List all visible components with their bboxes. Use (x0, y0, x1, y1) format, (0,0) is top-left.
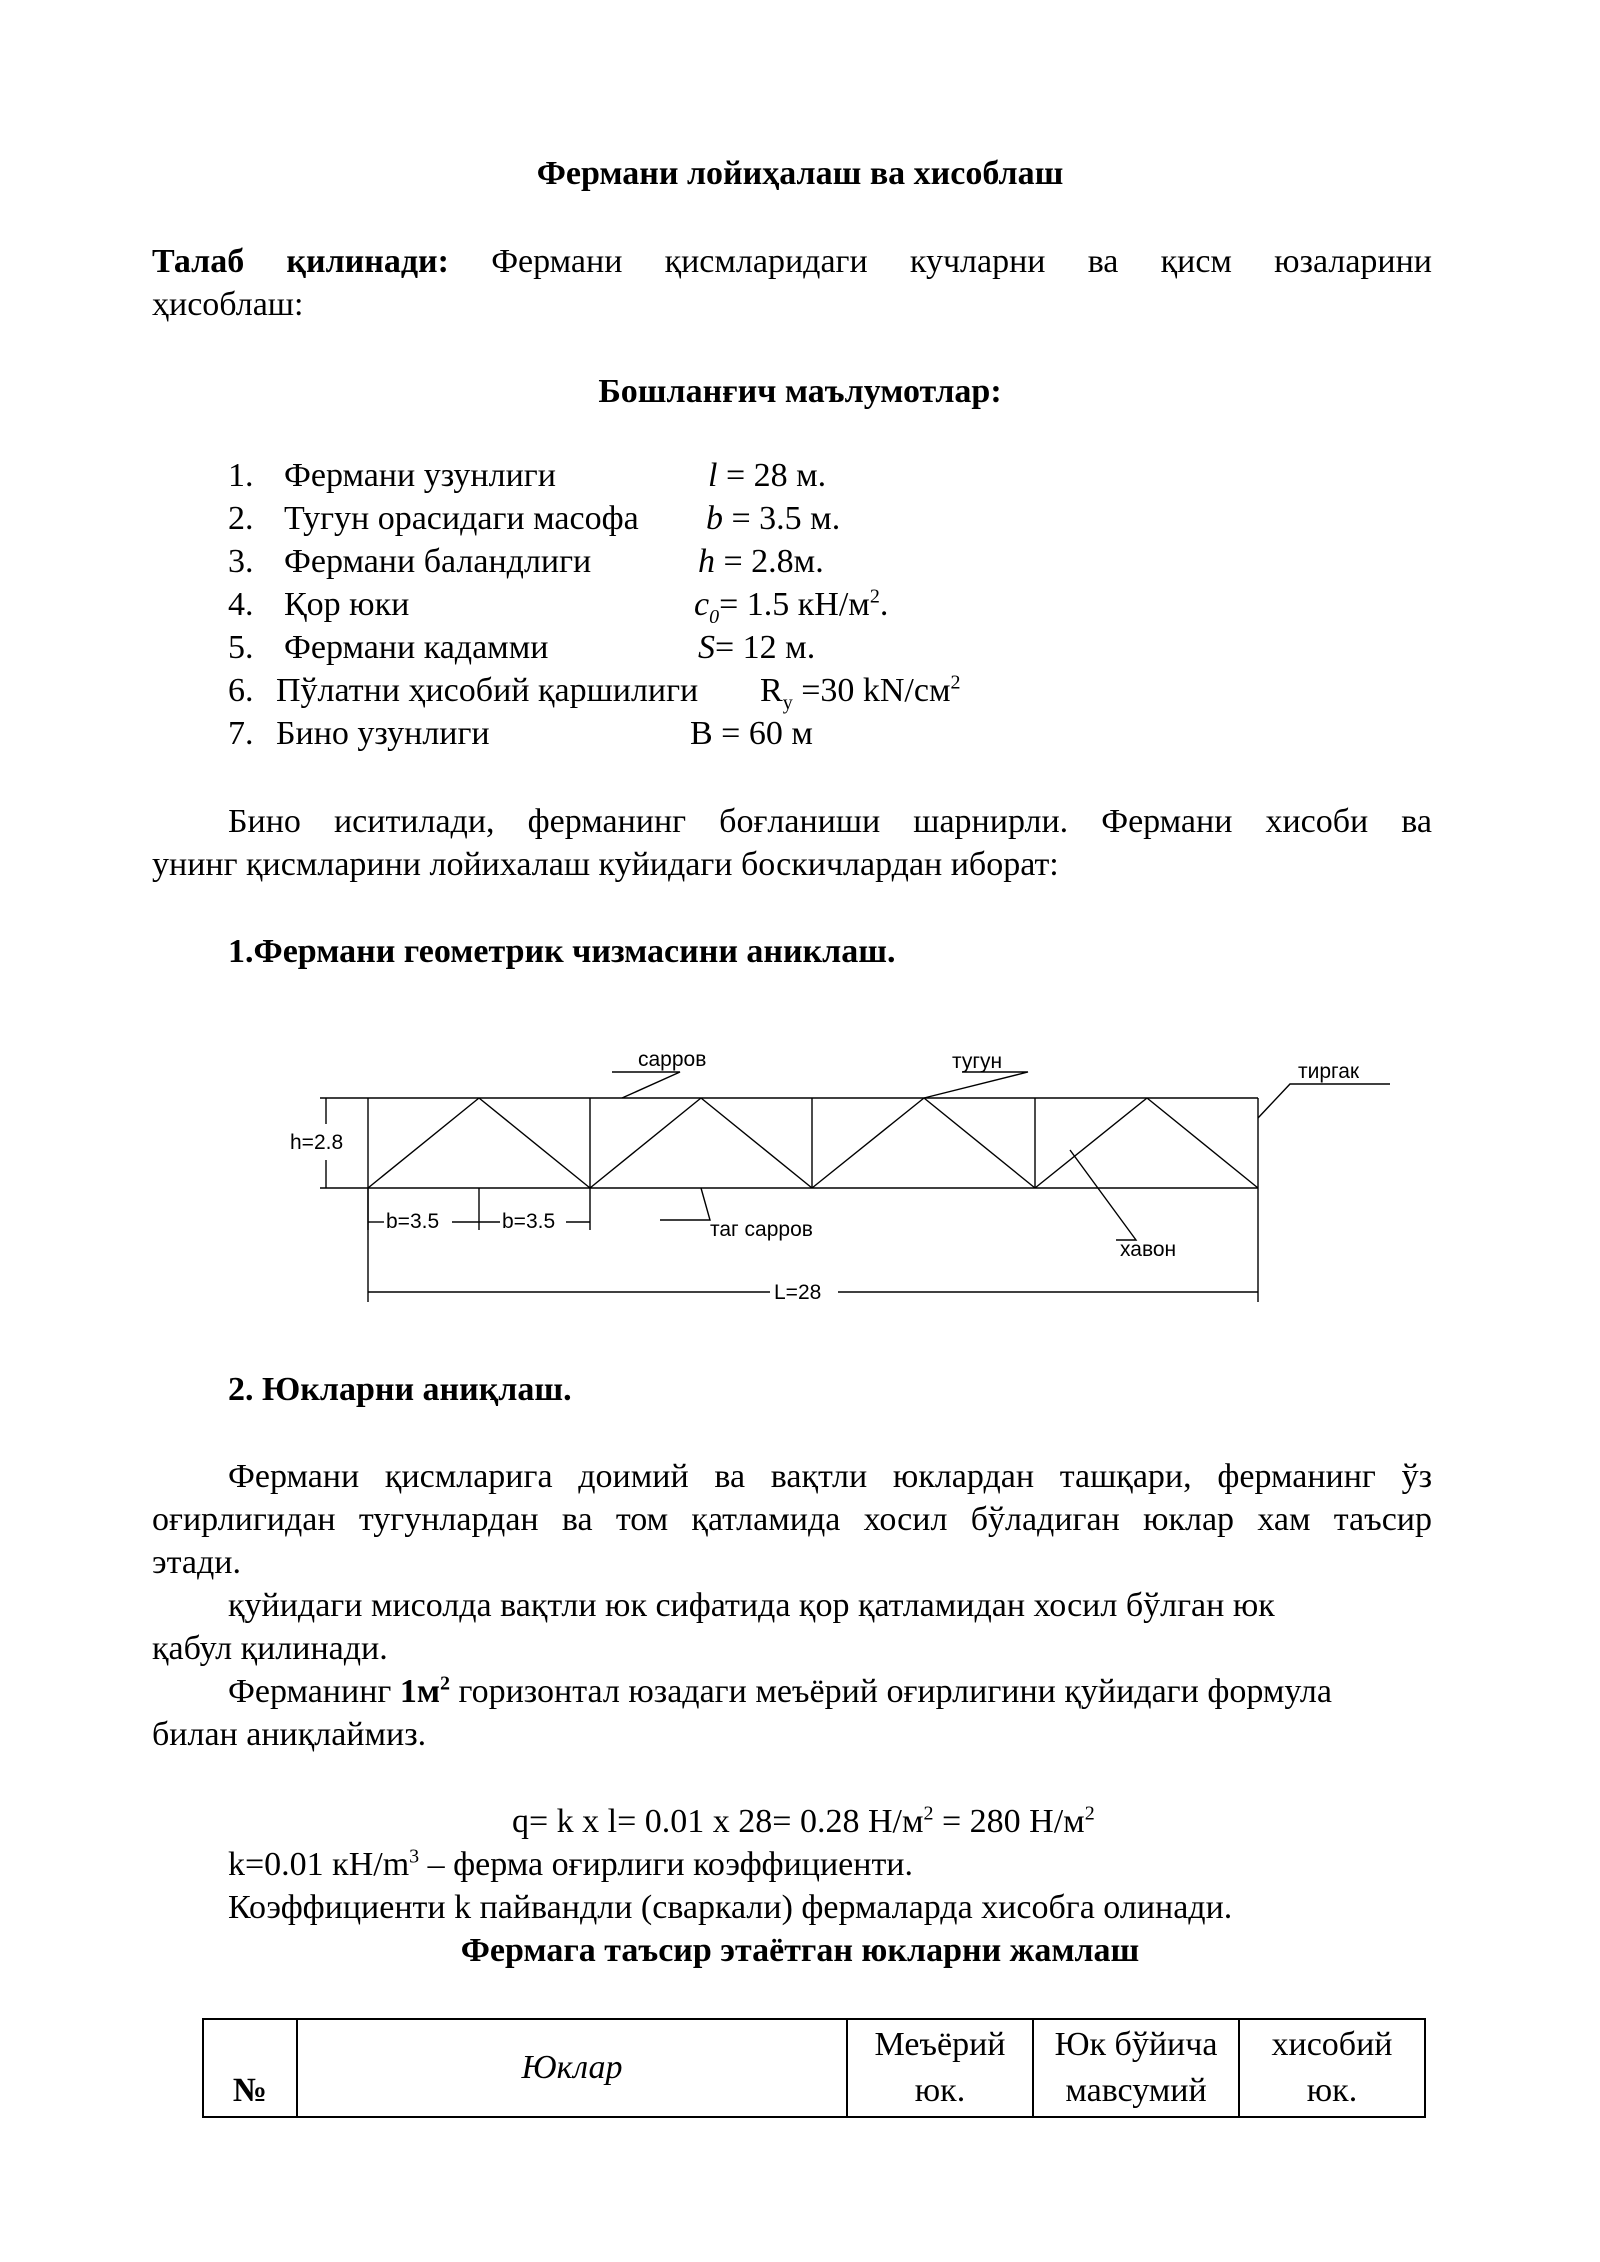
truss-diagram (290, 1040, 1410, 1320)
loads-para-line1: Фермани қисмларига доимий ва вақтли юклардан ташқари, ферманинг ўз (228, 1458, 1432, 1495)
weight-para-line2: билан аниқлаймиз. (152, 1716, 427, 1753)
label-L: L=28 (774, 1281, 822, 1304)
building-para-line1: Бино иситилади, ферманинг боғланиши шарнирли. Фермани хисоби ва (228, 803, 1432, 840)
col-season: Юк бўйича мавсумий (1033, 2019, 1239, 2117)
table-header-row (203, 2019, 1425, 2117)
building-para-line2: унинг қисмларини лойихалаш куйидаги боскичлардан иборат: (152, 846, 1059, 883)
requirement-line2: ҳисоблаш: (152, 286, 304, 323)
col-norm: Меъёрий юк. (847, 2019, 1033, 2117)
requirement-label: Талаб қилинади: (152, 243, 449, 280)
label-xavon: хавон (1120, 1238, 1177, 1261)
loads-table (202, 2018, 1426, 2118)
document-title: Фермани лойиҳалаш ва хисоблаш (536, 155, 1064, 192)
table-heading: Фермага таъсир этаётган юкларни жамлаш (460, 1932, 1140, 1969)
k-note: Коэффициенти k пайвандли (сваркали) фермаларда хисобга олинади. (228, 1889, 1233, 1926)
section1-heading: 1.Фермани геометрик чизмасини аниклаш. (228, 933, 896, 970)
label-b1: b=3.5 (386, 1210, 440, 1233)
label-tirgak: тиргак (1298, 1060, 1360, 1083)
weight-para-line1: Ферманинг $1м^2$ горизонтал юзадаги меъёрий оғирлигини қуйидаги формула (228, 1672, 1332, 1710)
snow-para-line1: қуйидаги мисолда вақтли юк сифатида қор қатламидан хосил бўлган юк (228, 1587, 1275, 1624)
label-tag-sarrov: таг сарров (710, 1218, 813, 1241)
requirement-line1 (152, 240, 1432, 284)
loads-para-line3: этади. (152, 1544, 241, 1581)
label-sarrov: сарров (638, 1048, 707, 1071)
initial-data-heading: Бошланғич маълумотлар: (598, 373, 1002, 410)
loads-para-line2: оғирлигидан тугунлардан ва том қатламида хосил бўладиган юклар хам таъсир (152, 1501, 1432, 1538)
section2-heading: 2. Юкларни аниқлаш. (228, 1371, 572, 1408)
requirement-text: Фермани қисмларидаги кучларни ва қисм юзаларини (491, 243, 1432, 280)
col-calc: хисобий юк. (1239, 2019, 1425, 2117)
label-b2: b=3.5 (502, 1210, 556, 1233)
snow-para-line2: қабул қилинади. (152, 1630, 388, 1667)
col-num: № (203, 2019, 297, 2117)
k-line: k=0.01 $кН/m^3$ – ферма оғирлиги коэффициенти. (228, 1845, 914, 1883)
document-page: Фермани лойиҳалаш ва хисоблаш Талаб қилинади: Фермани қисмларидаги кучларни ва қисм юзаларини ҳисоблаш: Бошланғич маълумотлар: 1. Фермани узунлиги l = 28 м. 2. Тугун орасидаги масофа b = 3.5 м. 3. Фермани баландлиги h = 2.8м. 4. Қор юки $c_0= 1.5$ $кН/м^2$. 5. Фермани кадамми S= 12 м. 6. Пўлатни ҳисобий қаршилиги $R_y =30$ $kN/см^2$ 7. Бино узунлиги B = 60 м Бино иситилади, ферманинг боғланиши шарнирли. Фермани хисоби ва унинг қисмларини лойихалаш куйидаги боскичлардан иборат: 1.Фермани геометрик чизмасини аниклаш. сарров тугун тиргак h=2.8 b=3.5 b=3.5 таг сарров хавон L=28 2. Юкларни аниқлаш. Фермани қисмларига доимий ва вақтли юклардан ташқари, ферманинг ўз оғирлигидан тугунлардан ва том қатламида хосил бўладиган юклар хам таъсир этади. қуйидаги мисолда вақтли юк сифатида қор қатламидан хосил бўлган юк қабул қилинади. Ферманинг $1м^2$ горизонтал юзадаги меъёрий оғирлигини қуйидаги формула билан аниқлаймиз. q= k x l= 0.01 x 28= 0.28 $Н/м^2 = 280$ $Н/м^2$ k=0.01 $кН/m^3$ – ферма оғирлиги коэффициенти. Коэффициенти k пайвандли (сваркали) фермаларда хисобга олинади. Фермага таъсир этаётган юкларни жамлаш № Юклар Меъёрий юк. Юк бўйича мавсумий хисобий юк. (0, 0, 1600, 2262)
col-loads: Юклар (297, 2019, 847, 2117)
formula: q= k x l= 0.01 x 28= 0.28 $Н/м^2 = 280$ $Н/м^2$ (512, 1802, 1095, 1840)
label-h: h=2.8 (290, 1131, 344, 1154)
label-tugun: тугун (952, 1050, 1003, 1073)
